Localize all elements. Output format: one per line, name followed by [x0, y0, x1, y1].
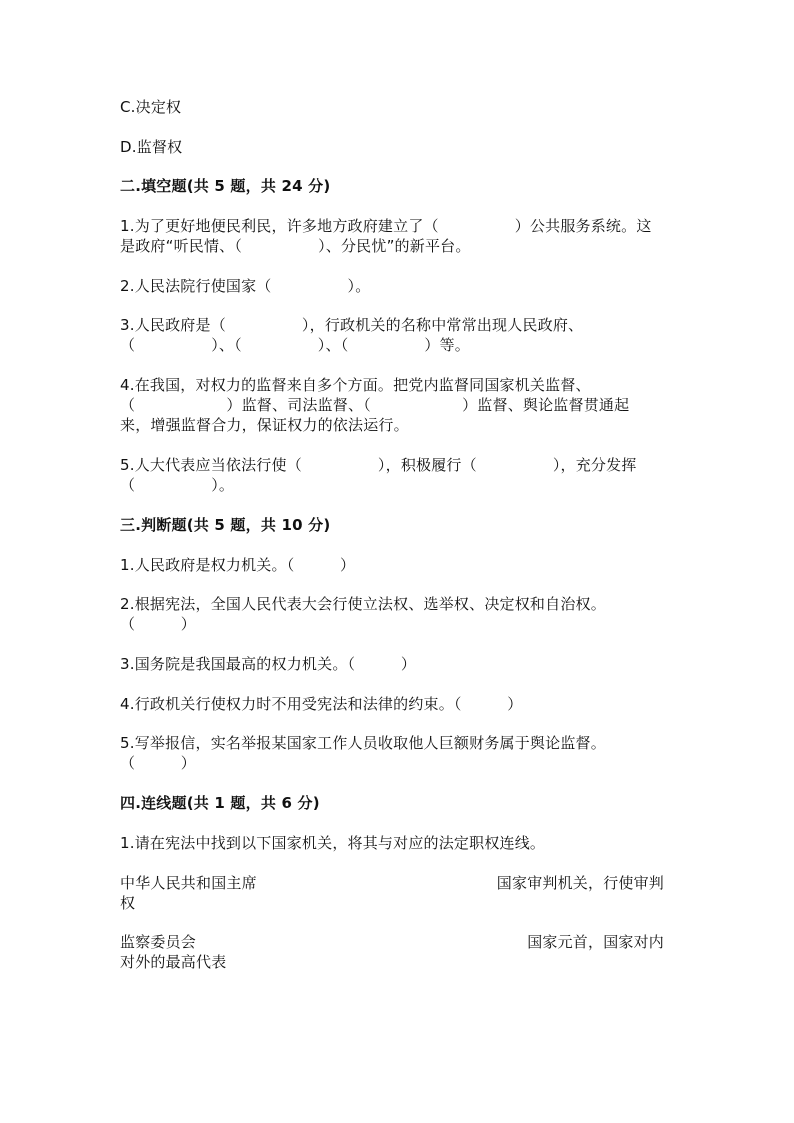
fill-question-4-line-3: 来，增强监督合力，保证权力的依法运行。: [120, 416, 409, 434]
option-d: D.监督权: [120, 138, 183, 156]
section-heading-true-false: 三.判断题(共 5 题，共 10 分): [120, 516, 331, 534]
fill-question-5-line-2: （ ）。: [120, 476, 235, 494]
matching-left-item-1: 中华人民共和国主席: [120, 874, 257, 892]
fill-question-3-line-2: （ ）、（ ）、（ ）等。: [120, 336, 471, 354]
tf-question-4: 4.行政机关行使权力时不用受宪法和法律的约束。（ ）: [120, 695, 523, 713]
fill-question-1-line-1: 1.为了更好地便民利民，许多地方政府建立了（ ）公共服务系统。这: [120, 217, 652, 235]
tf-question-3: 3.国务院是我国最高的权力机关。（ ）: [120, 655, 417, 673]
option-c: C.决定权: [120, 98, 182, 116]
tf-question-2-line-1: 2.根据宪法，全国人民代表大会行使立法权、选举权、决定权和自治权。: [120, 595, 606, 613]
tf-question-5-line-2: （ ）: [120, 754, 197, 772]
matching-right-item-2: 国家元首，国家对内: [527, 933, 664, 951]
section-heading-matching: 四.连线题(共 1 题，共 6 分): [120, 794, 320, 812]
tf-question-2-line-2: （ ）: [120, 615, 197, 633]
tf-question-1: 1.人民政府是权力机关。（ ）: [120, 556, 356, 574]
matching-right-item-1: 国家审判机关，行使审判: [496, 874, 664, 892]
fill-question-5-line-1: 5.人大代表应当依法行使（ ），积极履行（ ），充分发挥: [120, 456, 637, 474]
matching-right-item-2-wrap: 对外的最高代表: [120, 953, 227, 971]
matching-question-1: 1.请在宪法中找到以下国家机关，将其与对应的法定职权连线。: [120, 834, 546, 852]
fill-question-4-line-2: （ ）监督、司法监督、（ ）监督、舆论监督贯通起: [120, 396, 630, 414]
matching-left-item-2: 监察委员会: [120, 933, 197, 951]
matching-right-item-1-wrap: 权: [120, 894, 136, 912]
tf-question-5-line-1: 5.写举报信，实名举报某国家工作人员收取他人巨额财务属于舆论监督。: [120, 734, 606, 752]
fill-question-3-line-1: 3.人民政府是（ ），行政机关的名称中常常出现人民政府、: [120, 316, 584, 334]
fill-question-4-line-1: 4.在我国，对权力的监督来自多个方面。把党内监督同国家机关监督、: [120, 376, 591, 394]
section-heading-fill-in: 二.填空题(共 5 题，共 24 分): [120, 177, 331, 195]
fill-question-1-line-2: 是政府“听民情、（ ）、分民忧”的新平台。: [120, 237, 471, 255]
fill-question-2: 2.人民法院行使国家（ ）。: [120, 277, 371, 295]
